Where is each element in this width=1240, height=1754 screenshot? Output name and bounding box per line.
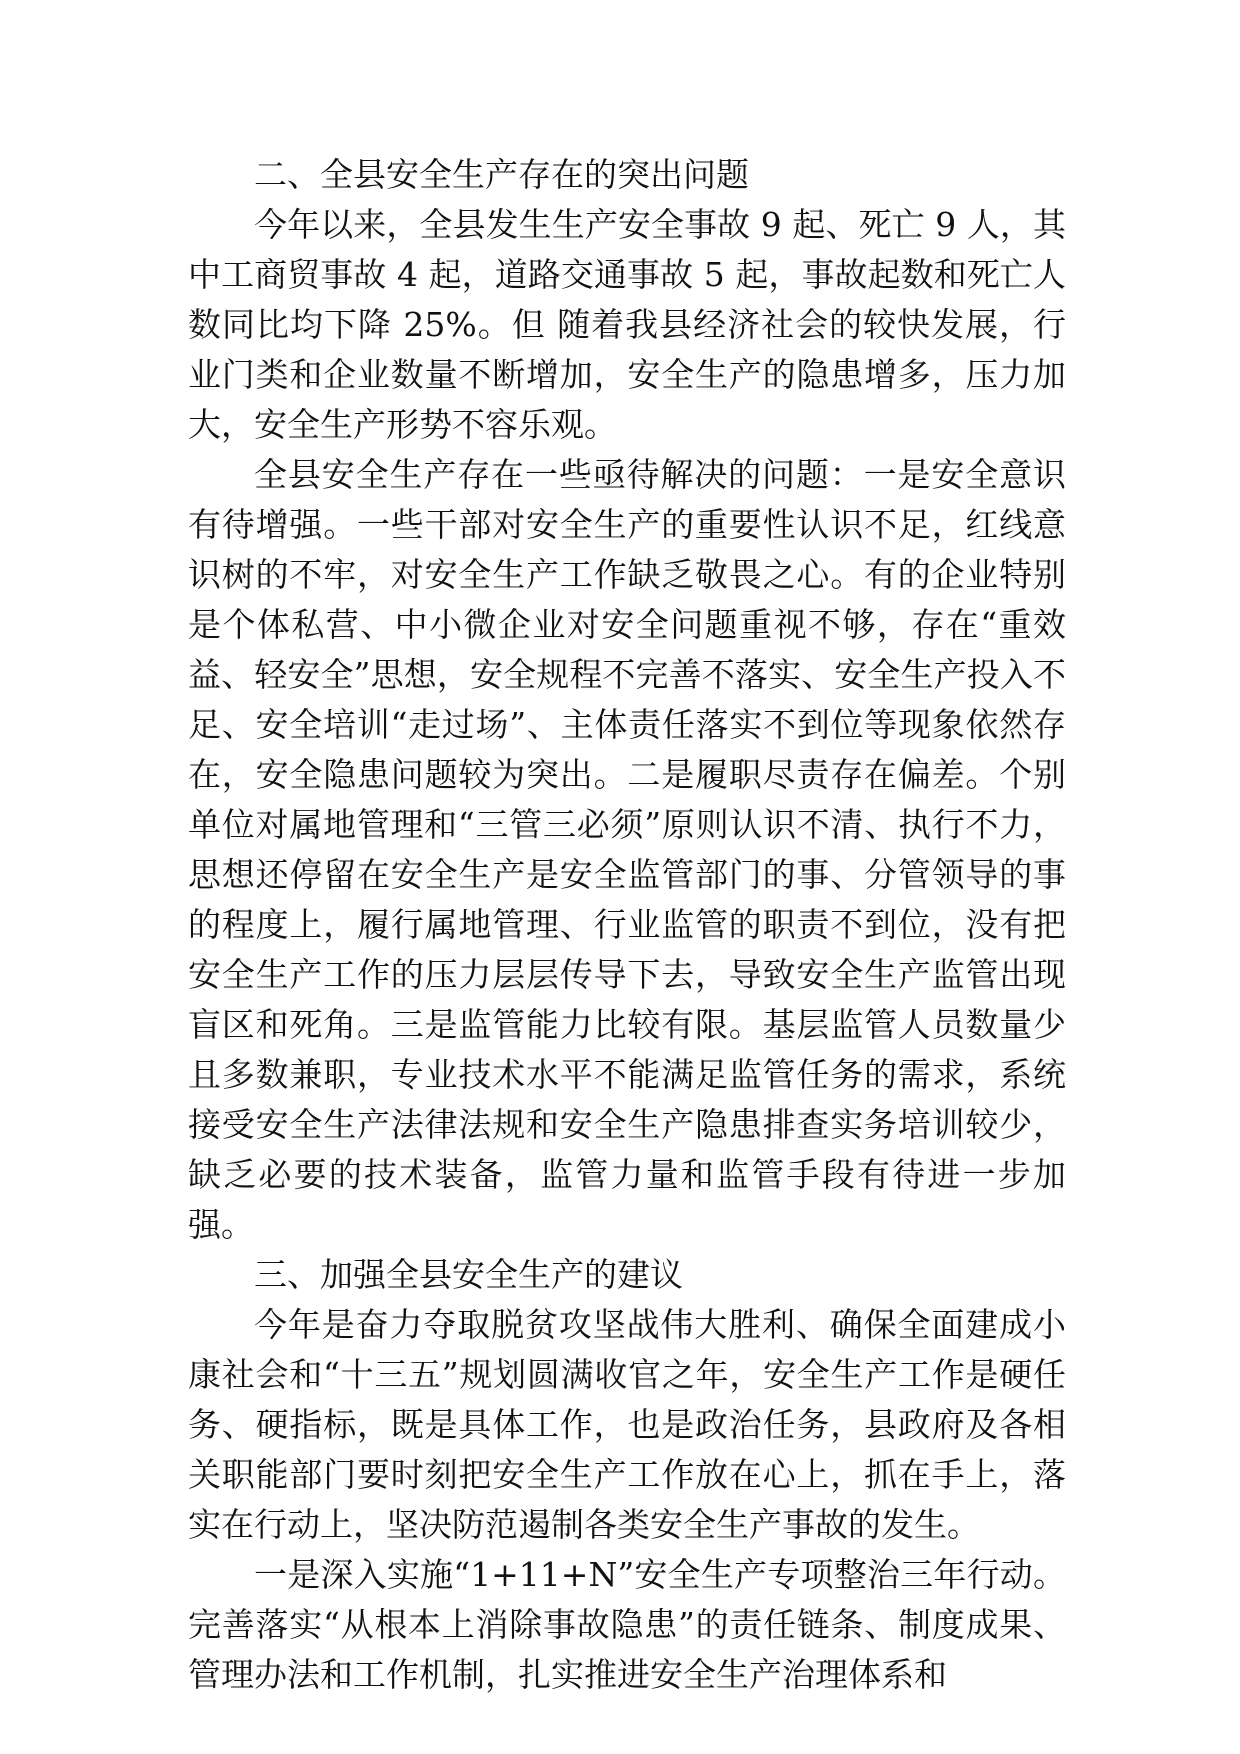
- paragraph-accident-statistics: 今年以来，全县发生生产安全事故 9 起、死亡 9 人，其中工商贸事故 4 起，道路交通事故 5 起，事故起数和死亡人数同比均下降 25%。但 随着我县经济社会的较快发展，行业门类和企业数量不断增加，安全生产的隐患增多，压力加大，安全生产形势不容乐观。: [188, 205, 1066, 444]
- paragraph-three-year-action: 一是深入实施“1+11+N”安全生产专项整治三年行动。完善落实“从根本上消除事故隐患”的责任链条、制度成果、管理办法和工作机制，扎实推进安全生产治理体系和: [188, 1555, 1066, 1694]
- document-body: [188, 150, 1066, 1700]
- paragraph-existing-problems: 全县安全生产存在一些亟待解决的问题：一是安全意识有待增强。一些干部对安全生产的重要性认识不足，红线意识树的不牢，对安全生产工作缺乏敬畏之心。有的企业特别是个体私营、中小微企业对安全问题重视不够，存在“重效益、轻安全”思想，安全规程不完善不落实、安全生产投入不足、安全培训“走过场”、主体责任落实不到位等现象依然存在，安全隐患问题较为突出。二是履职尽责存在偏差。个别单位对属地管理和“三管三必须”原则认识不清、执行不力，思想还停留在安全生产是安全监管部门的事、分管领导的事的程度上，履行属地管理、行业监管的职责不到位，没有把安全生产工作的压力层层传导下去，导致安全生产监管出现盲区和死角。三是监管能力比较有限。基层监管人员数量少且多数兼职，专业技术水平不能满足监管任务的需求，系统接受安全生产法律法规和安全生产隐患排查实务培训较少，缺乏必要的技术装备，监管力量和监管手段有待进一步加强。: [188, 455, 1066, 1244]
- section-heading-problems: 二、全县安全生产存在的突出问题: [254, 155, 749, 194]
- paragraph-work-importance: 今年是奋力夺取脱贫攻坚战伟大胜利、确保全面建成小康社会和“十三五”规划圆满收官之年，安全生产工作是硬任务、硬指标，既是具体工作，也是政治任务，县政府及各相关职能部门要时刻把安全生产工作放在心上，抓在手上，落实在行动上，坚决防范遏制各类安全生产事故的发生。: [188, 1305, 1066, 1544]
- section-heading-suggestions: 三、加强全县安全生产的建议: [254, 1255, 683, 1294]
